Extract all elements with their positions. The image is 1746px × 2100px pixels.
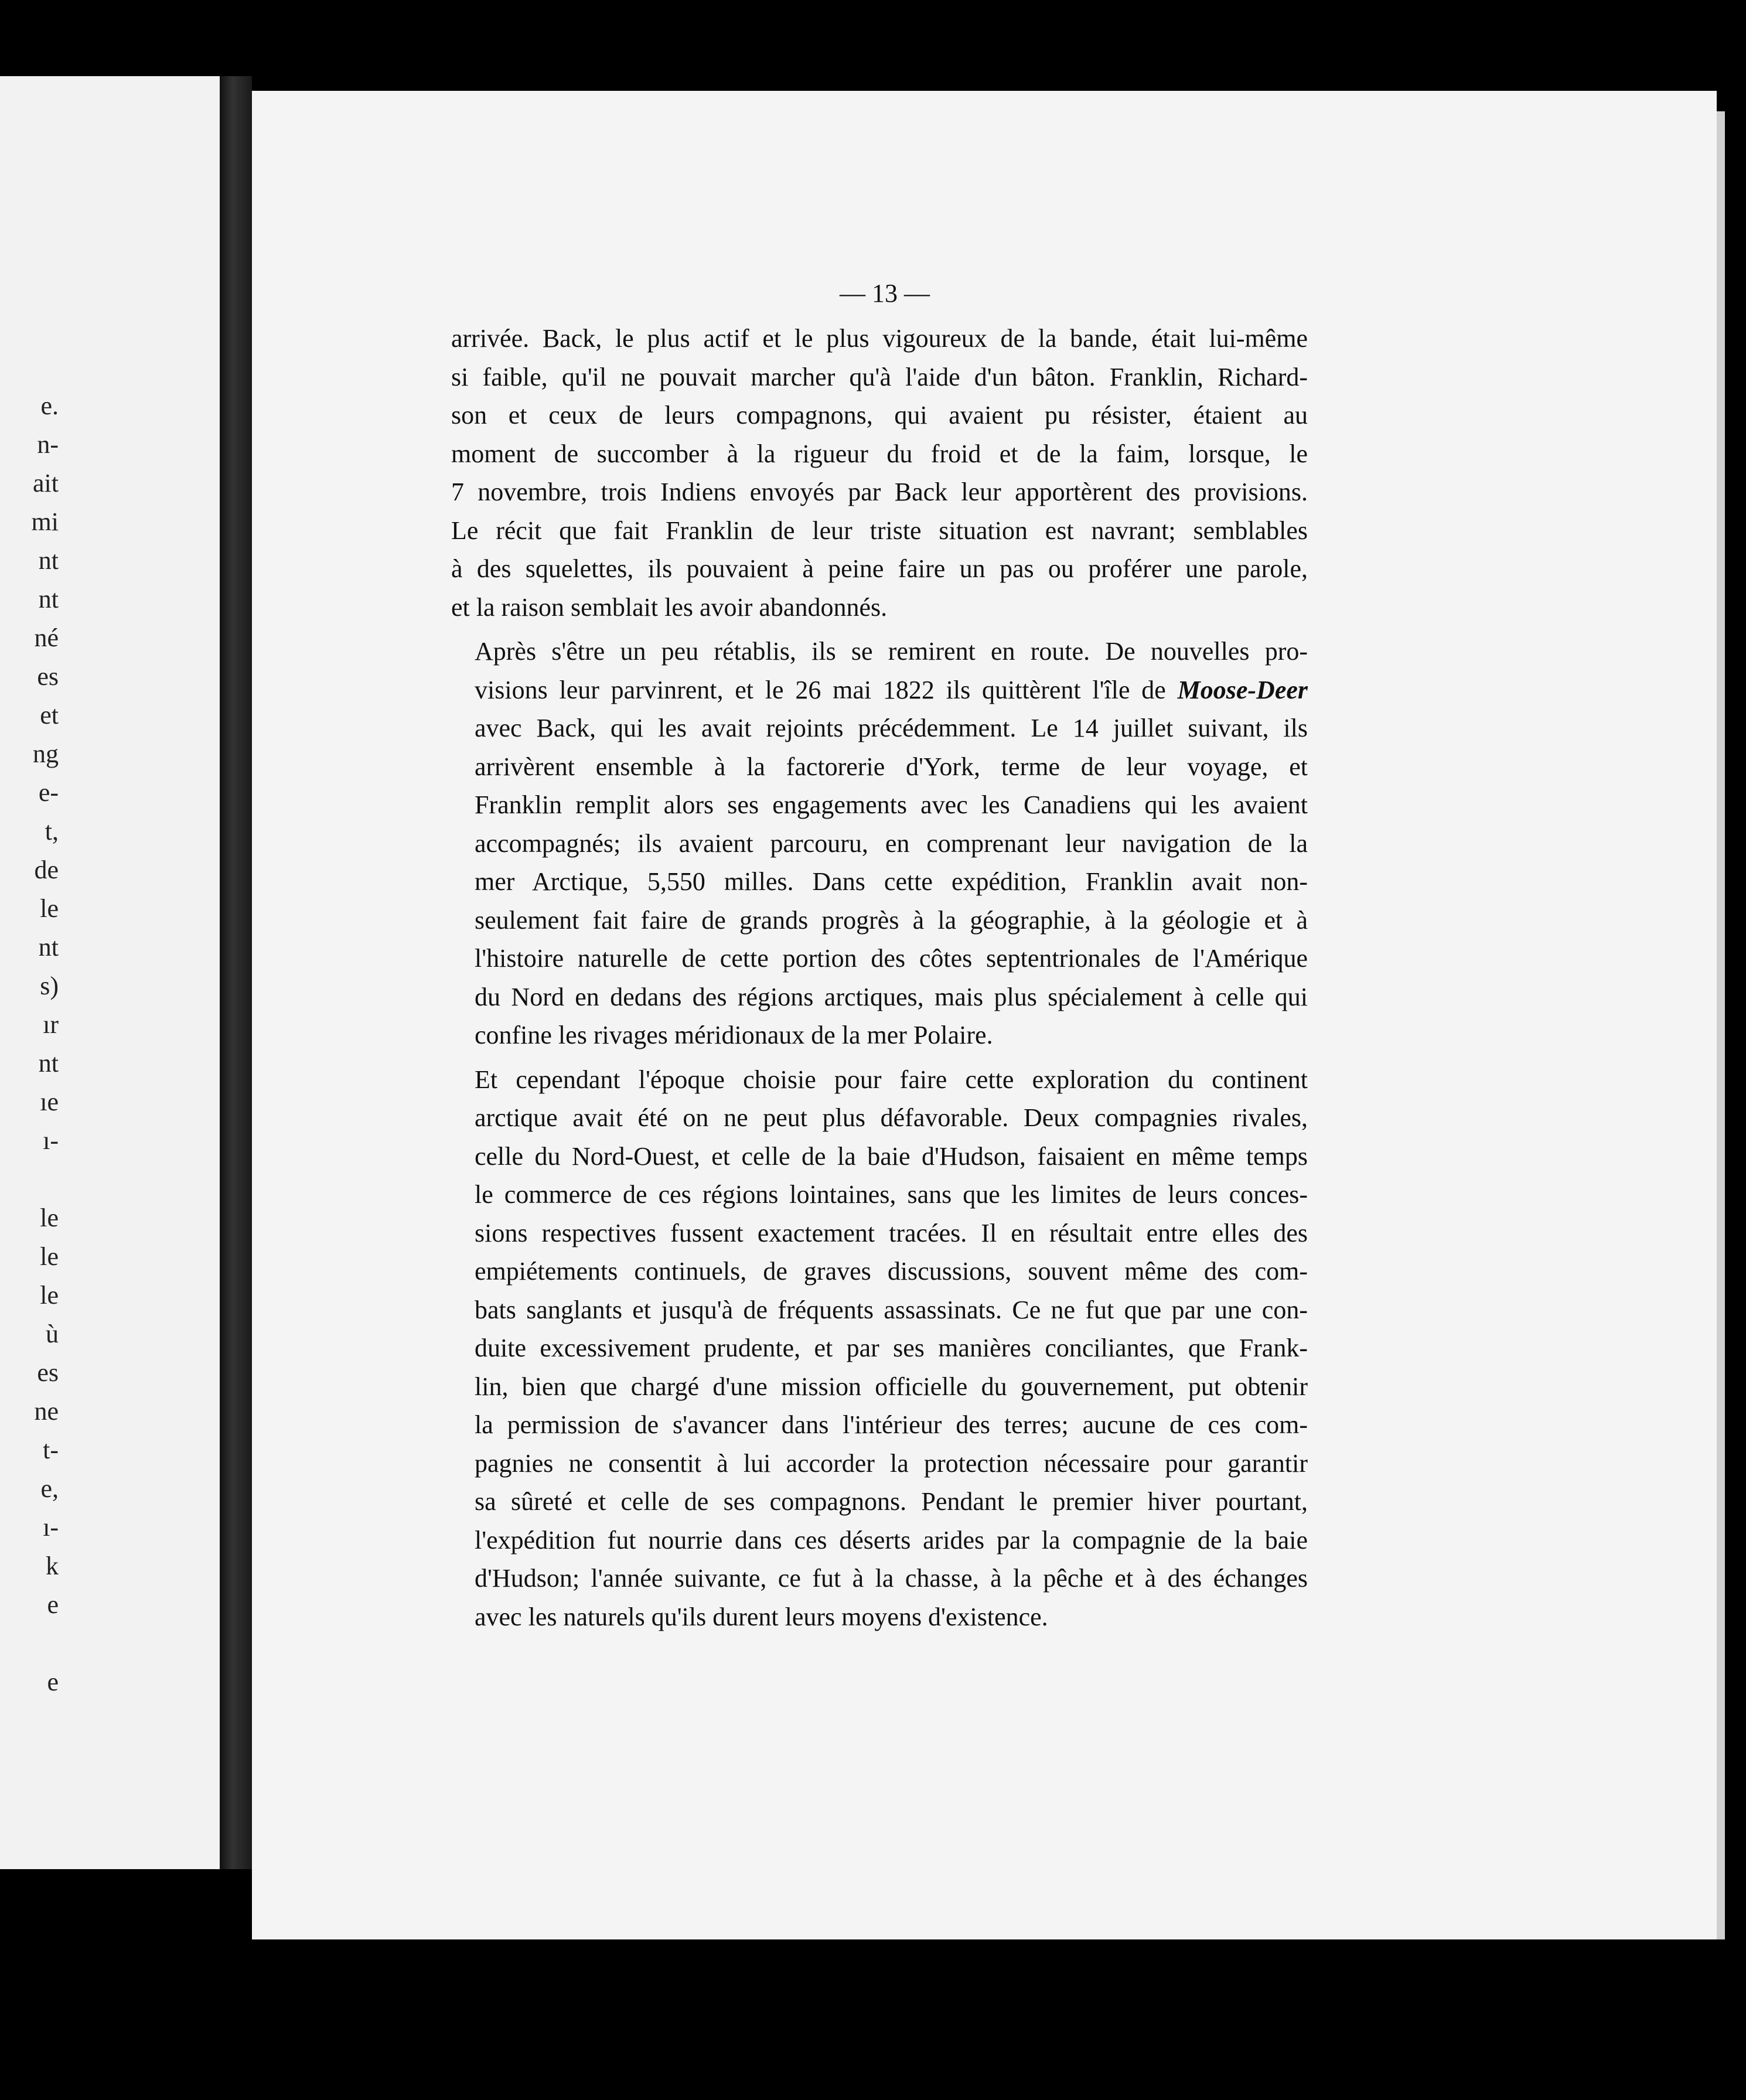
previous-page-fragment: s) bbox=[40, 971, 59, 1000]
text-fragment: visions leur parvinrent, et le 26 mai 1822 ils quittèrent l'île de bbox=[475, 675, 1178, 704]
previous-page-fragment: nt bbox=[38, 546, 59, 575]
previous-page-fragment bbox=[0, 1160, 59, 1199]
text-line: avec Back, qui les avait rejoints précédemment. Le 14 juillet suivant, ils bbox=[475, 714, 1308, 742]
previous-page-fragment: t, bbox=[45, 817, 59, 846]
text-line: bats sanglants et jusqu'à de fréquents assassinats. Ce ne fut que par une con- bbox=[475, 1295, 1308, 1324]
previous-page-fragment: et bbox=[40, 701, 59, 729]
previous-page-fragment: ne bbox=[34, 1397, 59, 1426]
previous-page-fragment: le bbox=[40, 1281, 59, 1310]
text-line: seulement fait faire de grands progrès à la géographie, à la géologie et à bbox=[475, 905, 1308, 935]
text-line: avec les naturels qu'ils durent leurs moyens d'existence. bbox=[475, 1602, 1048, 1631]
text-line: l'histoire naturelle de cette portion des côtes septentrionales de l'Amérique bbox=[475, 944, 1308, 973]
previous-page-fragment: nt bbox=[38, 585, 59, 613]
text-line: la permission de s'avancer dans l'intérieur des terres; aucune de ces com- bbox=[475, 1410, 1308, 1439]
page-number: — 13 — bbox=[840, 279, 930, 308]
book-gutter bbox=[220, 76, 252, 1869]
text-line: du Nord en dedans des régions arctiques, mais plus spécialement à celle qui bbox=[475, 982, 1308, 1011]
place-name-italic: Moose-Deer bbox=[1177, 675, 1308, 704]
text-line: empiétements continuels, de graves discussions, souvent même des com- bbox=[475, 1257, 1308, 1286]
text-line: arrivée. Back, le plus actif et le plus vigoureux de la bande, était lui-même bbox=[451, 324, 1308, 353]
previous-page-fragment: ır bbox=[43, 1010, 59, 1039]
text-line: à des squelettes, ils pouvaient à peine faire un pas ou proférer une parole, bbox=[451, 554, 1308, 583]
text-line: sa sûreté et celle de ses compagnons. Pendant le premier hiver pourtant, bbox=[475, 1487, 1308, 1516]
previous-page-fragment: ng bbox=[33, 739, 59, 768]
page-edge bbox=[1717, 111, 1725, 1939]
previous-page-fragment: ı- bbox=[43, 1126, 59, 1155]
text-line: 7 novembre, trois Indiens envoyés par Back leur apportèrent des provisions. bbox=[451, 478, 1308, 506]
text-line: Après s'être un peu rétablis, ils se remirent en route. De nouvelles pro- bbox=[475, 637, 1308, 666]
paragraph-1 bbox=[451, 319, 1308, 626]
text-line: Le récit que fait Franklin de leur triste situation est navrant; semblables bbox=[451, 516, 1308, 545]
text-line: lin, bien que chargé d'une mission officielle du gouvernement, put obtenir bbox=[475, 1372, 1308, 1401]
previous-page-fragment: le bbox=[40, 1242, 59, 1271]
previous-page-fragment: de bbox=[34, 855, 59, 884]
previous-page-fragment: e bbox=[47, 1590, 59, 1619]
text-line: Et cependant l'époque choisie pour faire cette exploration du continent bbox=[475, 1065, 1308, 1094]
text-line: confine les rivages méridionaux de la mer Polaire. bbox=[475, 1021, 993, 1049]
text-line: son et ceux de leurs compagnons, qui avaient pu résister, étaient au bbox=[451, 401, 1308, 429]
text-line: l'expédition fut nourrie dans ces déserts arides par la compagnie de la baie bbox=[475, 1525, 1308, 1554]
previous-page-fragment bbox=[0, 1624, 59, 1663]
previous-page-fragments bbox=[0, 387, 59, 1702]
previous-page-fragment: k bbox=[46, 1552, 59, 1580]
previous-page-fragment: ait bbox=[33, 469, 59, 497]
text-line: moment de succomber à la rigueur du froid et de la faim, lorsque, le bbox=[451, 439, 1308, 468]
text-line: arrivèrent ensemble à la factorerie d'York, terme de leur voyage, et bbox=[475, 752, 1308, 781]
previous-page-fragment: e- bbox=[38, 778, 59, 807]
text-line: arctique avait été on ne peut plus défavorable. Deux compagnies rivales, bbox=[475, 1103, 1308, 1132]
previous-page-fragment: e. bbox=[40, 391, 59, 420]
previous-page-edge bbox=[0, 76, 220, 1869]
previous-page-fragment: es bbox=[37, 1358, 59, 1387]
previous-page-fragment: ı- bbox=[43, 1513, 59, 1542]
previous-page-fragment: ù bbox=[46, 1320, 59, 1348]
text-line: celle du Nord-Ouest, et celle de la baie d'Hudson, faisaient en même temps bbox=[475, 1141, 1308, 1171]
text-line: si faible, qu'il ne pouvait marcher qu'à l'aide d'un bâton. Franklin, Richard- bbox=[451, 362, 1308, 391]
previous-page-fragment: ıe bbox=[40, 1088, 59, 1116]
previous-page-fragment: nt bbox=[38, 933, 59, 962]
text-line: pagnies ne consentit à lui accorder la protection nécessaire pour garantir bbox=[475, 1448, 1308, 1478]
text-line: accompagnés; ils avaient parcouru, en comprenant leur navigation de la bbox=[475, 829, 1308, 858]
previous-page-fragment: le bbox=[40, 894, 59, 923]
previous-page-fragment: nt bbox=[38, 1049, 59, 1078]
body-text bbox=[451, 319, 1308, 1642]
text-line: d'Hudson; l'année suivante, ce fut à la chasse, à la pêche et à des échanges bbox=[475, 1564, 1308, 1593]
previous-page-fragment: n- bbox=[37, 430, 59, 459]
text-line: et la raison semblait les avoir abandonnés. bbox=[451, 592, 888, 622]
previous-page-fragment: t- bbox=[43, 1436, 59, 1464]
paragraph-2 bbox=[451, 632, 1308, 1055]
previous-page-fragment: le bbox=[40, 1204, 59, 1232]
previous-page-fragment: e bbox=[47, 1668, 59, 1696]
paragraph-3 bbox=[451, 1061, 1308, 1637]
previous-page-fragment: es bbox=[37, 662, 59, 691]
text-line: duite excessivement prudente, et par ses manières conciliantes, que Frank- bbox=[475, 1334, 1308, 1362]
text-line: sions respectives fussent exactement tracées. Il en résultait entre elles des bbox=[475, 1218, 1308, 1247]
text-line bbox=[451, 671, 1308, 710]
previous-page-fragment: né bbox=[34, 623, 59, 652]
previous-page-fragment: e, bbox=[40, 1474, 59, 1503]
previous-page-fragment: mi bbox=[31, 507, 59, 536]
text-line: mer Arctique, 5,550 milles. Dans cette expédition, Franklin avait non- bbox=[475, 867, 1308, 896]
text-line: Franklin remplit alors ses engagements avec les Canadiens qui les avaient bbox=[475, 790, 1308, 819]
text-line: le commerce de ces régions lointaines, sans que les limites de leurs conces- bbox=[475, 1180, 1308, 1209]
